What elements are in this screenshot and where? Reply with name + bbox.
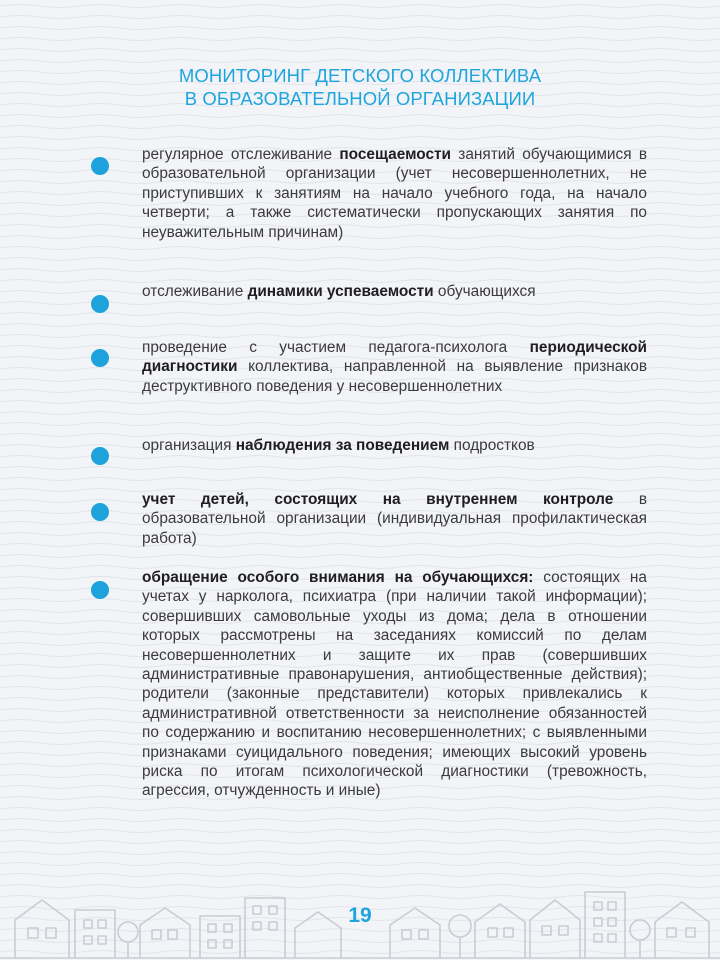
page-title-line-1: МОНИТОРИНГ ДЕТСКОГО КОЛЛЕКТИВА xyxy=(178,65,542,86)
list-item-text xyxy=(142,490,647,548)
wave-line xyxy=(0,115,720,118)
wave-line xyxy=(0,412,720,415)
wave-line xyxy=(0,49,720,52)
wave-line xyxy=(0,27,720,30)
wave-line xyxy=(0,423,720,426)
item-text-emphasis: наблюдения за поведением xyxy=(235,437,450,454)
wave-line xyxy=(0,16,720,19)
bullet-icon xyxy=(91,157,109,175)
wave-line xyxy=(0,258,720,261)
wave-line xyxy=(0,478,720,481)
item-text-emphasis: обращение особого внимания на обучающихся: xyxy=(142,569,534,586)
wave-line xyxy=(0,38,720,41)
item-text-lead: регулярное отслеживание xyxy=(142,146,340,163)
wave-line xyxy=(0,401,720,404)
list-item-text xyxy=(142,568,647,801)
wave-line xyxy=(0,324,720,327)
page-title xyxy=(0,64,720,110)
bullet-icon xyxy=(91,503,109,521)
wave-line xyxy=(0,269,720,272)
item-text-emphasis: периодической диагностики xyxy=(142,339,647,376)
bullet-icon xyxy=(91,581,109,599)
bullet-icon xyxy=(91,349,109,367)
bullet-icon xyxy=(91,295,109,313)
item-text-rest: коллектива, направленной на выявление признаков деструктивного поведения у несовершеннолетних xyxy=(142,358,647,395)
item-text-emphasis: посещаемости xyxy=(339,146,452,163)
item-text-emphasis: динамики успеваемости xyxy=(247,283,434,300)
wave-line xyxy=(0,467,720,470)
wave-line xyxy=(0,313,720,316)
wave-line xyxy=(0,60,720,63)
page-title-line-2: В ОБРАЗОВАТЕЛЬНОЙ ОРГАНИЗАЦИИ xyxy=(184,88,536,109)
item-text-emphasis: учет детей, состоящих на внутреннем контроле xyxy=(142,491,614,508)
list-item-text xyxy=(142,145,647,242)
item-text-rest: подростков xyxy=(449,437,535,454)
wave-line xyxy=(0,819,720,822)
wave-line xyxy=(0,247,720,250)
list-item-text xyxy=(142,338,647,396)
wave-line xyxy=(0,137,720,140)
wave-line xyxy=(0,830,720,833)
wave-line xyxy=(0,841,720,844)
page-number: 19 xyxy=(348,904,372,927)
bullet-icon xyxy=(91,447,109,465)
wave-line xyxy=(0,555,720,558)
wave-line xyxy=(0,126,720,129)
wave-line xyxy=(0,808,720,811)
item-text-lead: проведение с участием педагога-психолога xyxy=(142,339,530,356)
item-text-lead: организация xyxy=(142,437,236,454)
item-text-rest: занятий обучающимися в образовательной организации (учет несовершеннолетних, не приступивших к занятиям на начало учебного года, на начало четверти; а также систематически пропускающих занятия по неуважительным причинам) xyxy=(142,146,647,241)
item-text-rest: обучающихся xyxy=(433,283,536,300)
list-item-text xyxy=(142,282,647,301)
wave-line xyxy=(0,5,720,8)
item-text-rest: состоящих на учетах у нарколога, психиатра (при наличии такой информации); совершивших самовольные уходы из дома; дела в отношении которых рассмотрены на заседаниях комиссий по делам несовершеннолетних и защите их прав (совершивших административные правонарушения, антиобщественные действия); родители (законные представители) которых привлекались к административной ответственности за неисполнение обязанностей по содержанию и воспитанию несовершеннолетних; с выявленными признаками суицидального поведения; имеющих высокий уровень риска по итогам психологической диагностики (тревожность, агрессия, отчужденность и иные) xyxy=(142,569,647,800)
wave-line xyxy=(0,852,720,855)
item-text-rest: в образовательной организации (индивидуальная профилактическая работа) xyxy=(142,491,647,547)
list-item-text xyxy=(142,436,647,455)
item-text-lead: отслеживание xyxy=(142,283,248,300)
wave-line xyxy=(0,863,720,866)
